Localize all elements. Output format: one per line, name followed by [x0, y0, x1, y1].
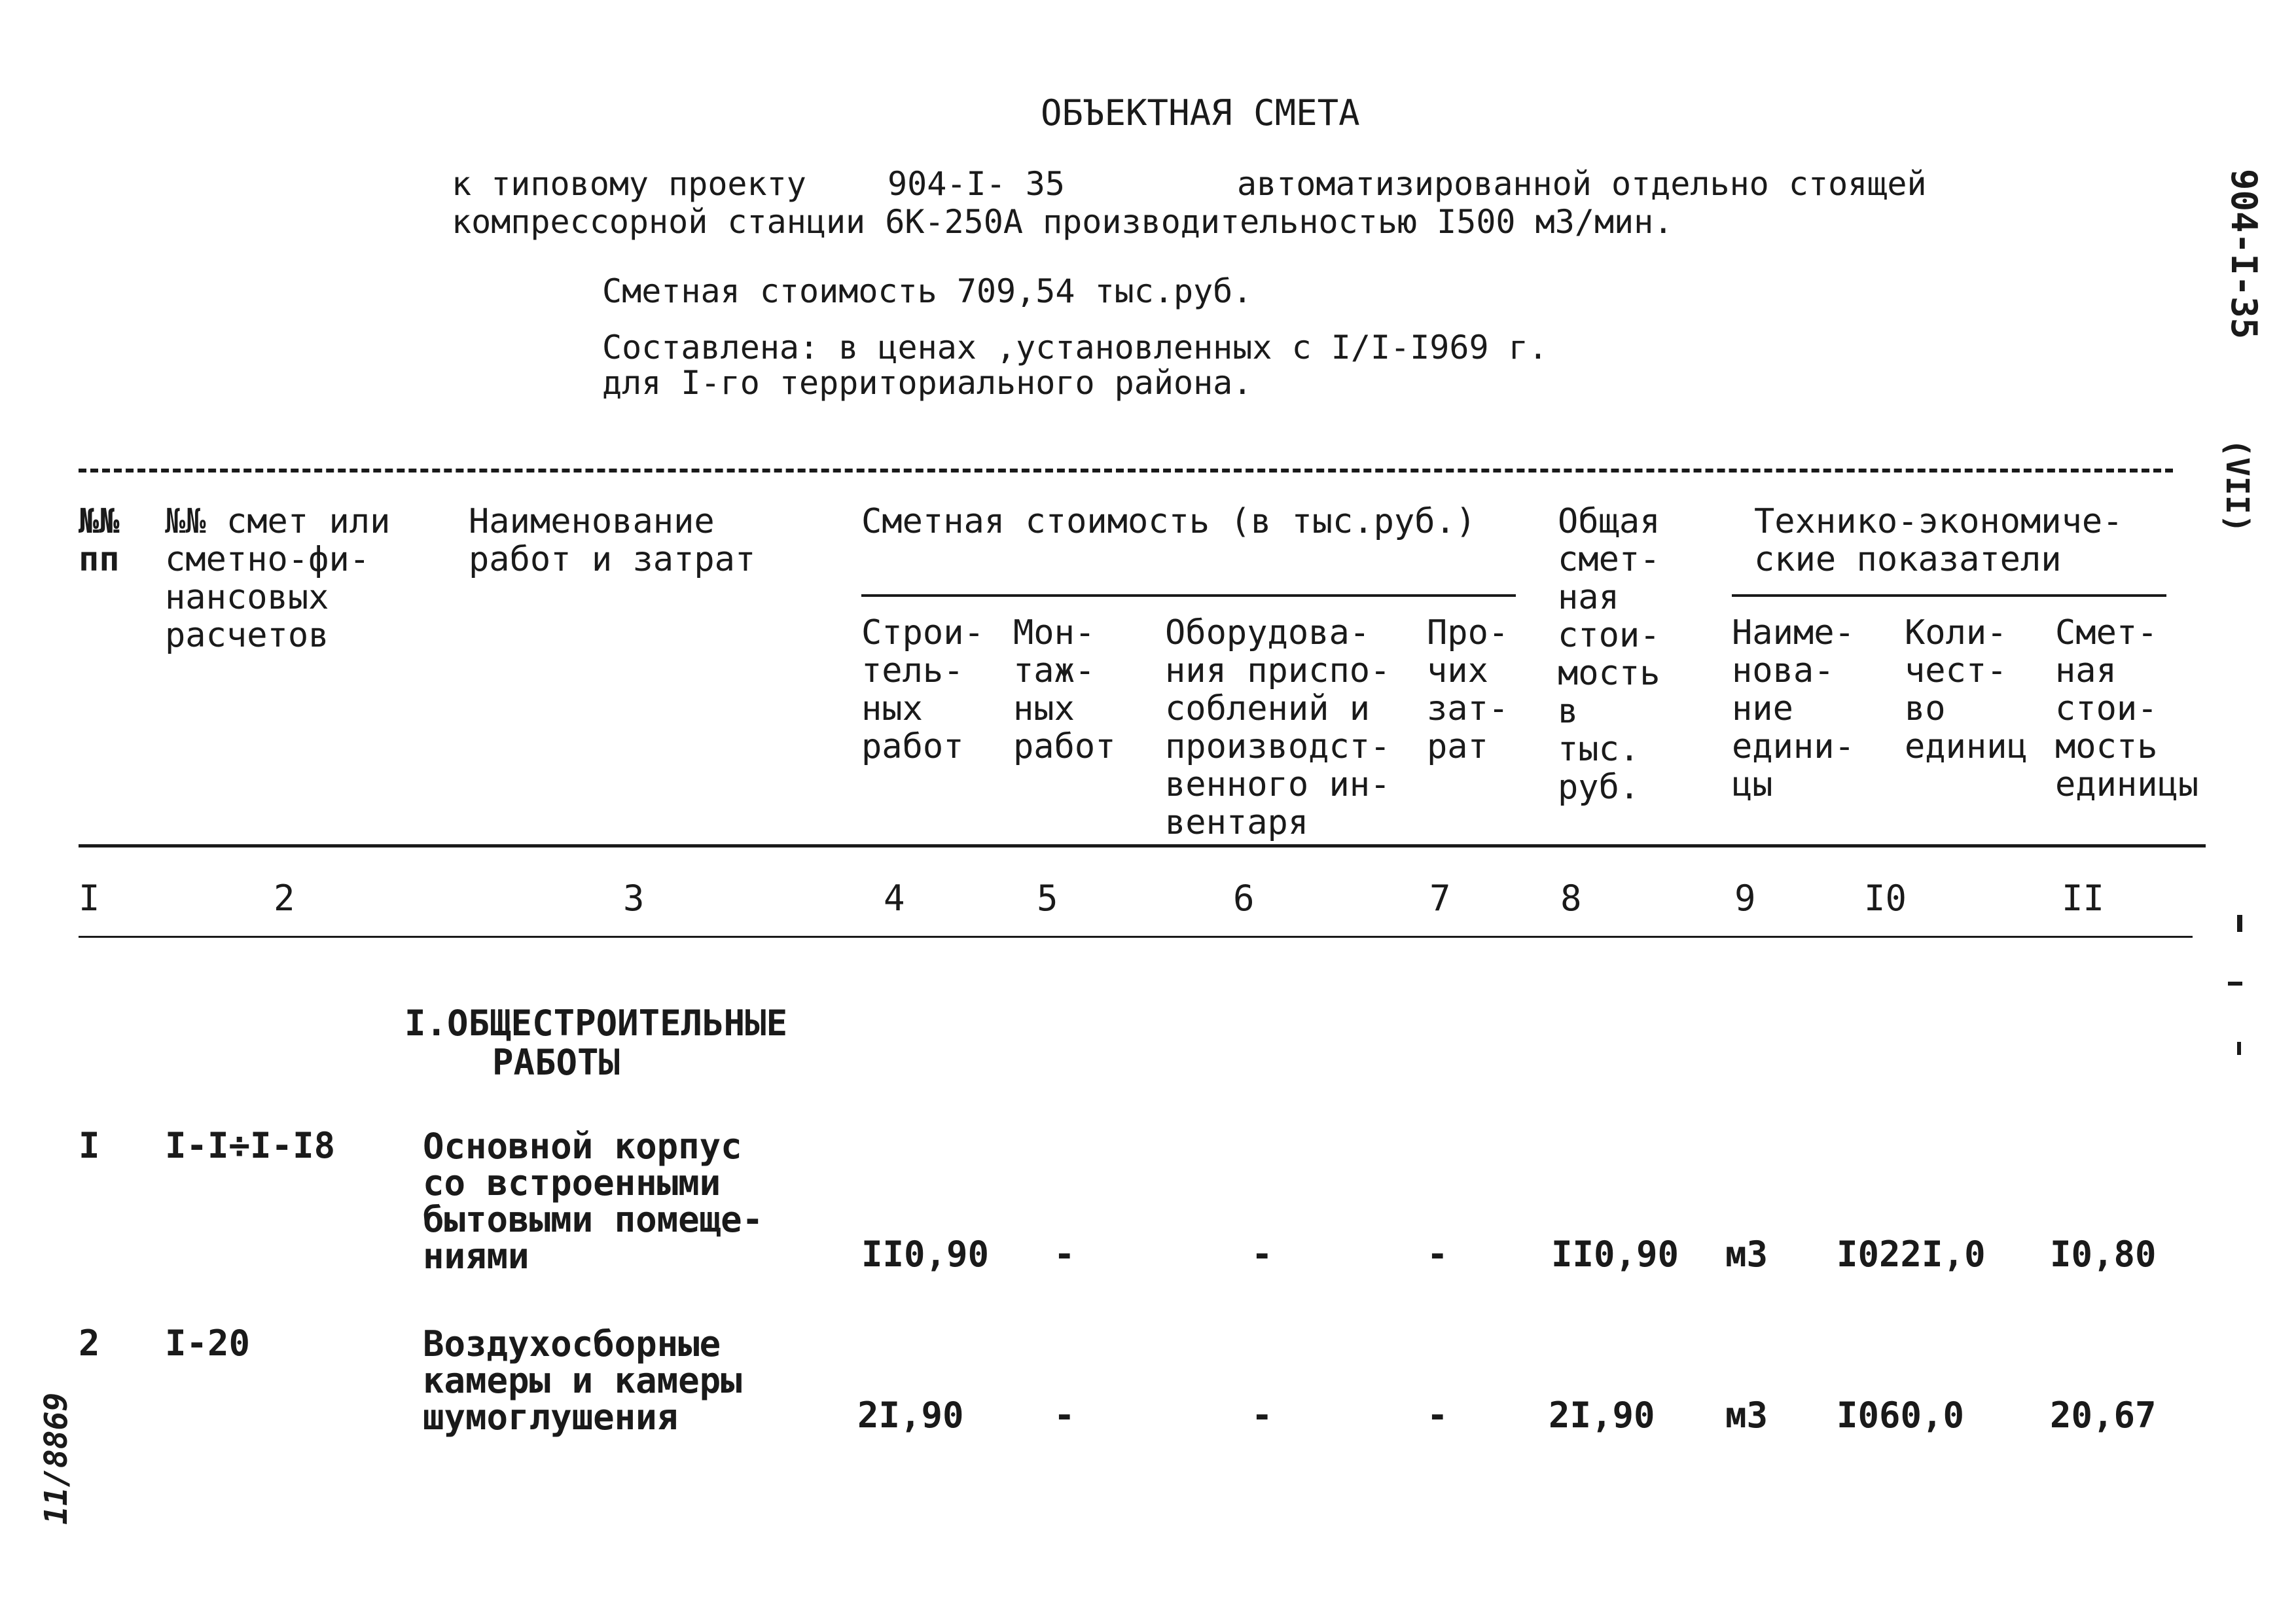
- column-numbers-bottom-rule: [79, 936, 2193, 938]
- header-tech-group-rule: [1732, 594, 2166, 597]
- section-heading: I.ОБЩЕСТРОИТЕЛЬНЫЕ РАБОТЫ: [404, 1003, 788, 1083]
- column-number: 9: [1734, 878, 1756, 919]
- margin-archive-number: 11/8869: [38, 1392, 75, 1525]
- cell-quantity: I060,0: [1837, 1395, 1965, 1436]
- cell-other-cost: -: [1427, 1395, 1448, 1436]
- compiled-line2: для I-го территориального района.: [602, 364, 1253, 402]
- header-cost-group-rule: [861, 594, 1516, 597]
- row-number: I: [79, 1125, 100, 1166]
- header-col10: Коли- чест- во единиц: [1905, 613, 2028, 766]
- cell-total-cost: 2I,90: [1549, 1395, 1655, 1436]
- margin-project-code: 904-I-35: [2223, 169, 2265, 340]
- row-name: Основной корпус со встроенными бытовыми помеще- ниями: [423, 1126, 764, 1277]
- intro-line2: компрессорной станции 6К-250А производительностью I500 м3/мин.: [452, 203, 1674, 241]
- document-title: ОБЪЕКТНАЯ СМЕТА: [1041, 92, 1360, 134]
- cell-quantity: I022I,0: [1837, 1234, 1986, 1275]
- cell-other-cost: -: [1427, 1234, 1448, 1275]
- intro-prefix: к типовому проекту: [452, 165, 806, 203]
- row-reference: I-I÷I-I8: [165, 1125, 336, 1166]
- column-number: 8: [1560, 878, 1582, 919]
- header-col2: №№ смет или сметно-фи- нансовых расчетов: [165, 502, 391, 655]
- cell-construction-cost: II0,90: [861, 1234, 990, 1275]
- header-col11: Смет- ная стои- мость единицы: [2055, 613, 2199, 804]
- header-col1: №№ пп: [79, 502, 120, 579]
- header-col6: Оборудова- ния приспо- соблений и производст- венного ин- вентаря: [1165, 613, 1391, 842]
- cell-unit: м3: [1725, 1234, 1768, 1275]
- row-reference: I-20: [165, 1323, 251, 1364]
- column-number: 4: [884, 878, 905, 919]
- header-col8: Общая смет- ная стои- мость в тыс. руб.: [1558, 502, 1660, 807]
- header-tech-group: Технико-экономиче- ские показатели: [1754, 502, 2123, 579]
- column-number: I: [79, 878, 100, 919]
- cell-unit: м3: [1725, 1395, 1768, 1436]
- cell-installation-cost: -: [1054, 1395, 1075, 1436]
- header-col7: Про- чих зат- рат: [1427, 613, 1509, 766]
- column-number: I0: [1864, 878, 1907, 919]
- table-top-rule: [79, 469, 2173, 473]
- margin-dash-mark: [2237, 915, 2242, 932]
- cell-equipment-cost: -: [1251, 1395, 1273, 1436]
- project-code: 904-I- 35: [888, 165, 1065, 203]
- header-col9: Наиме- нова- ние едини- цы: [1732, 613, 1855, 804]
- estimated-cost: Сметная стоимость 709,54 тыс.руб.: [602, 272, 1253, 310]
- intro-suffix: автоматизированной отдельно стоящей: [1237, 165, 1927, 203]
- cell-installation-cost: -: [1054, 1234, 1075, 1275]
- column-number: II: [2062, 878, 2105, 919]
- row-name: Воздухосборные камеры и камеры шумоглушения: [423, 1323, 742, 1438]
- column-number: 6: [1233, 878, 1255, 919]
- column-number: 5: [1037, 878, 1058, 919]
- cell-equipment-cost: -: [1251, 1234, 1273, 1275]
- row-number: 2: [79, 1323, 100, 1364]
- header-col4: Строи- тель- ных работ: [861, 613, 984, 766]
- margin-sheet-number: (VII): [2219, 438, 2255, 533]
- header-col3: Наименование работ и затрат: [469, 502, 756, 579]
- margin-tick-mark: [2237, 1042, 2241, 1055]
- cell-unit-cost: I0,80: [2050, 1234, 2157, 1275]
- header-bottom-rule: [79, 844, 2206, 847]
- column-number: 2: [274, 878, 295, 919]
- column-number: 7: [1429, 878, 1451, 919]
- column-number: 3: [623, 878, 645, 919]
- header-cost-group: Сметная стоимость (в тыс.руб.): [861, 502, 1477, 541]
- cell-total-cost: II0,90: [1551, 1234, 1679, 1275]
- cell-unit-cost: 20,67: [2050, 1395, 2157, 1436]
- header-col5: Мон- таж- ных работ: [1013, 613, 1116, 766]
- margin-plus-mark: [2228, 982, 2242, 986]
- compiled-line1: Составлена: в ценах ,установленных с I/I-I969 г.: [602, 329, 1548, 366]
- cell-construction-cost: 2I,90: [857, 1395, 964, 1436]
